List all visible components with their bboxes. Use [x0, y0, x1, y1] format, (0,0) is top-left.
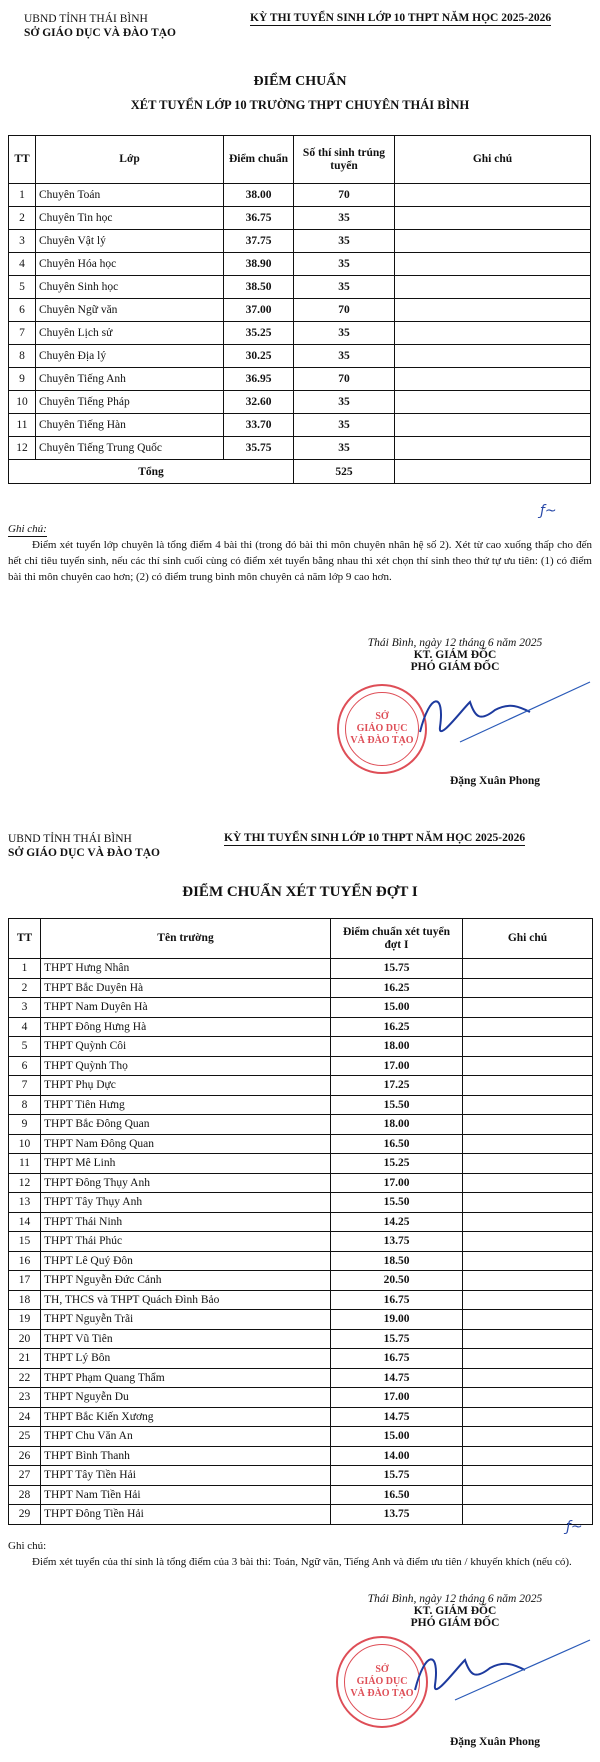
row-school-name: THPT Lê Quý Đôn [41, 1251, 331, 1271]
row-index: 4 [9, 253, 36, 276]
row-note [463, 1017, 593, 1037]
table-row [9, 299, 591, 322]
total-row [9, 460, 591, 484]
row-note [395, 253, 591, 276]
signer-name-2: Đặng Xuân Phong [449, 1736, 541, 1748]
row-index: 28 [9, 1485, 41, 1505]
row-note [395, 184, 591, 207]
row-count: 35 [294, 391, 395, 414]
col-header: Ghi chú [463, 919, 593, 959]
row-index: 11 [9, 1154, 41, 1174]
note-text: Điểm xét tuyển lớp chuyên là tổng điểm 4 bài thi (trong đó bài thi môn chuyên nhân hệ số 2). Xét từ cao xuống thấp cho đến hết chỉ tiêu tuyển sinh, nếu các thí sinh cuối cùng có điểm xét tuyển bằng nhau thì xét chọn thí sinh theo thứ tự ưu tiên: (1) có điểm bài thi môn chuyên cao hơn; (2) có điểm trung bình môn chuyên cả năm lớp 9 cao hơn. [8, 539, 592, 583]
row-class-name: Chuyên Tiếng Trung Quốc [36, 437, 224, 460]
row-note [395, 345, 591, 368]
total-note [395, 460, 591, 484]
header-left-line1: UBND TỈNH THÁI BÌNH [24, 13, 148, 25]
row-school-name: THPT Phụ Dực [41, 1076, 331, 1096]
sign-title2: PHÓ GIÁM ĐỐC [410, 1617, 500, 1629]
row-school-name: THPT Chu Văn An [41, 1427, 331, 1447]
row-score: 18.00 [331, 1037, 463, 1057]
note-label: Ghi chú: [8, 1540, 47, 1552]
row-index: 25 [9, 1427, 41, 1447]
table-row [9, 276, 591, 299]
row-index: 12 [9, 437, 36, 460]
row-count: 35 [294, 230, 395, 253]
row-school-name: THPT Phạm Quang Thẩm [41, 1368, 331, 1388]
table-row [9, 345, 591, 368]
table-row [9, 184, 591, 207]
row-index: 8 [9, 1095, 41, 1115]
row-index: 13 [9, 1193, 41, 1213]
row-count: 70 [294, 368, 395, 391]
table-row [9, 1271, 593, 1291]
row-index: 2 [9, 978, 41, 998]
row-index: 6 [9, 299, 36, 322]
row-index: 15 [9, 1232, 41, 1252]
table-row [9, 1037, 593, 1057]
exam-title: KỲ THI TUYỂN SINH LỚP 10 THPT NĂM HỌC 2025-2026 [224, 832, 526, 844]
table-row [9, 1115, 593, 1135]
row-score: 16.25 [331, 978, 463, 998]
stamp-line: VÀ ĐÀO TẠO [350, 735, 414, 746]
row-score: 16.75 [331, 1290, 463, 1310]
sign-title2: PHÓ GIÁM ĐỐC [410, 661, 500, 673]
table-row [9, 253, 591, 276]
row-score: 16.50 [331, 1485, 463, 1505]
row-index: 1 [9, 959, 41, 979]
row-school-name: THPT Bắc Đông Quan [41, 1115, 331, 1135]
row-score: 17.25 [331, 1076, 463, 1096]
row-index: 7 [9, 1076, 41, 1096]
table-row [9, 1310, 593, 1330]
row-index: 5 [9, 1037, 41, 1057]
row-school-name: THPT Nam Tiền Hải [41, 1485, 331, 1505]
total-value: 525 [294, 460, 395, 484]
row-score: 18.50 [331, 1251, 463, 1271]
page-subtitle-1: XÉT TUYỂN LỚP 10 TRƯỜNG THPT CHUYÊN THÁI BÌNH [130, 98, 470, 112]
row-score: 36.95 [224, 368, 294, 391]
table-row [9, 1212, 593, 1232]
table-row [9, 1349, 593, 1369]
row-class-name: Chuyên Tiếng Pháp [36, 391, 224, 414]
row-school-name: THPT Tiên Hưng [41, 1095, 331, 1115]
row-note [463, 1115, 593, 1135]
header-left-line2: SỞ GIÁO DỤC VÀ ĐÀO TẠO [24, 27, 176, 39]
row-index: 3 [9, 998, 41, 1018]
row-score: 15.00 [331, 1427, 463, 1447]
note-block-2 [8, 1538, 592, 1570]
row-school-name: THPT Nguyễn Đức Cảnh [41, 1271, 331, 1291]
row-index: 5 [9, 276, 36, 299]
row-index: 3 [9, 230, 36, 253]
sign-title1: KT. GIÁM ĐỐC [413, 649, 497, 661]
row-index: 10 [9, 1134, 41, 1154]
stamp-line: GIÁO DỤC [356, 723, 408, 734]
row-school-name: THPT Mê Linh [41, 1154, 331, 1174]
table-row [9, 1466, 593, 1486]
row-index: 17 [9, 1271, 41, 1291]
row-index: 14 [9, 1212, 41, 1232]
col-header: Điểm chuẩn xét tuyển đợt I [331, 919, 463, 959]
row-score: 16.50 [331, 1134, 463, 1154]
row-count: 35 [294, 322, 395, 345]
col-header: Tên trường [41, 919, 331, 959]
row-note [463, 1368, 593, 1388]
header-right-2 [224, 832, 525, 844]
row-class-name: Chuyên Địa lý [36, 345, 224, 368]
row-score: 13.75 [331, 1505, 463, 1525]
sign-date: Thái Bình, ngày 12 tháng 6 năm 2025 [367, 637, 543, 649]
table-row [9, 1056, 593, 1076]
initial-mark-icon: ƒ~ [540, 503, 557, 519]
table-row [9, 1154, 593, 1174]
sign-title1: KT. GIÁM ĐỐC [413, 1605, 497, 1617]
row-score: 17.00 [331, 1056, 463, 1076]
table-row [9, 1290, 593, 1310]
row-index: 24 [9, 1407, 41, 1427]
table-row [9, 959, 593, 979]
header-left-2 [8, 832, 160, 860]
table-dot-1 [8, 918, 593, 1525]
exam-title: KỲ THI TUYỂN SINH LỚP 10 THPT NĂM HỌC 2025-2026 [250, 12, 552, 24]
table-row [9, 1407, 593, 1427]
page-title-2: ĐIỂM CHUẨN XÉT TUYỂN ĐỢT I [182, 884, 418, 900]
row-school-name: THPT Đông Thụy Anh [41, 1173, 331, 1193]
row-score: 38.00 [224, 184, 294, 207]
row-note [463, 1271, 593, 1291]
row-note [463, 1485, 593, 1505]
row-note [463, 1056, 593, 1076]
row-score: 16.25 [331, 1017, 463, 1037]
row-class-name: Chuyên Ngữ văn [36, 299, 224, 322]
row-score: 32.60 [224, 391, 294, 414]
page-title-1: ĐIỂM CHUẨN [253, 74, 347, 89]
stamp-line: VÀ ĐÀO TẠO [350, 1688, 414, 1699]
header-left-1 [24, 12, 176, 40]
row-score: 14.25 [331, 1212, 463, 1232]
table-row [9, 1193, 593, 1213]
row-note [395, 207, 591, 230]
row-index: 2 [9, 207, 36, 230]
row-note [463, 1290, 593, 1310]
row-class-name: Chuyên Hóa học [36, 253, 224, 276]
row-index: 9 [9, 1115, 41, 1135]
row-score: 15.75 [331, 1329, 463, 1349]
stamp-line: GIÁO DỤC [356, 1676, 408, 1687]
row-class-name: Chuyên Tiếng Anh [36, 368, 224, 391]
row-note [463, 1134, 593, 1154]
row-score: 30.25 [224, 345, 294, 368]
row-note [463, 1154, 593, 1174]
table-row [9, 998, 593, 1018]
note-text: Điểm xét tuyển của thí sinh là tổng điểm của 3 bài thi: Toán, Ngữ văn, Tiếng Anh và điểm ưu tiên / khuyến khích (nếu có). [32, 1556, 572, 1568]
row-school-name: THPT Đông Tiền Hải [41, 1505, 331, 1525]
row-count: 35 [294, 253, 395, 276]
table-row [9, 1368, 593, 1388]
row-class-name: Chuyên Toán [36, 184, 224, 207]
row-count: 35 [294, 276, 395, 299]
row-school-name: THPT Quỳnh Côi [41, 1037, 331, 1057]
row-note [463, 1329, 593, 1349]
table-row [9, 978, 593, 998]
row-score: 38.50 [224, 276, 294, 299]
row-score: 15.75 [331, 959, 463, 979]
table-row [9, 1505, 593, 1525]
row-school-name: THPT Bình Thanh [41, 1446, 331, 1466]
row-school-name: THPT Nguyễn Trãi [41, 1310, 331, 1330]
row-note [463, 1193, 593, 1213]
row-school-name: THPT Đông Hưng Hà [41, 1017, 331, 1037]
row-note [463, 1173, 593, 1193]
row-index: 26 [9, 1446, 41, 1466]
row-note [463, 1310, 593, 1330]
row-index: 16 [9, 1251, 41, 1271]
row-index: 27 [9, 1466, 41, 1486]
row-note [463, 1427, 593, 1447]
row-count: 70 [294, 184, 395, 207]
row-note [395, 322, 591, 345]
table-row [9, 1329, 593, 1349]
row-index: 23 [9, 1388, 41, 1408]
header-left-line2: SỞ GIÁO DỤC VÀ ĐÀO TẠO [8, 847, 160, 859]
col-header: Điểm chuẩn [224, 136, 294, 184]
row-index: 9 [9, 368, 36, 391]
table-row [9, 1076, 593, 1096]
row-score: 35.75 [224, 437, 294, 460]
table-row [9, 322, 591, 345]
row-school-name: TH, THCS và THPT Quách Đình Bảo [41, 1290, 331, 1310]
table-row [9, 1427, 593, 1447]
signer-name-1: Đặng Xuân Phong [449, 775, 541, 787]
row-score: 35.25 [224, 322, 294, 345]
row-index: 20 [9, 1329, 41, 1349]
col-header: Lớp [36, 136, 224, 184]
table-row [9, 1251, 593, 1271]
row-score: 13.75 [331, 1232, 463, 1252]
row-class-name: Chuyên Tin học [36, 207, 224, 230]
row-score: 37.75 [224, 230, 294, 253]
row-index: 10 [9, 391, 36, 414]
row-count: 70 [294, 299, 395, 322]
table-row [9, 1095, 593, 1115]
signature-block-1 [330, 637, 580, 673]
table-row [9, 391, 591, 414]
row-note [395, 230, 591, 253]
row-index: 18 [9, 1290, 41, 1310]
row-note [463, 1407, 593, 1427]
row-note [395, 299, 591, 322]
row-note [463, 959, 593, 979]
row-score: 17.00 [331, 1388, 463, 1408]
row-score: 15.75 [331, 1466, 463, 1486]
row-score: 15.25 [331, 1154, 463, 1174]
row-count: 35 [294, 437, 395, 460]
total-label: Tổng [9, 460, 294, 484]
stamp-line: SỞ [375, 1664, 389, 1675]
row-note [463, 1446, 593, 1466]
col-header: Số thí sinh trúng tuyển [294, 136, 395, 184]
note-label-text: Ghi chú: [8, 523, 47, 535]
row-index: 29 [9, 1505, 41, 1525]
row-note [463, 1095, 593, 1115]
row-class-name: Chuyên Vật lý [36, 230, 224, 253]
row-index: 21 [9, 1349, 41, 1369]
table-row [9, 1232, 593, 1252]
row-score: 33.70 [224, 414, 294, 437]
row-score: 14.00 [331, 1446, 463, 1466]
row-school-name: THPT Lý Bôn [41, 1349, 331, 1369]
table-chuyen [8, 135, 591, 484]
row-score: 38.90 [224, 253, 294, 276]
row-note [463, 1388, 593, 1408]
row-note [463, 978, 593, 998]
row-school-name: THPT Bắc Kiến Xương [41, 1407, 331, 1427]
sign-date: Thái Bình, ngày 12 tháng 6 năm 2025 [367, 1593, 543, 1605]
row-index: 11 [9, 414, 36, 437]
table-row [9, 1134, 593, 1154]
row-class-name: Chuyên Tiếng Hàn [36, 414, 224, 437]
row-note [463, 1212, 593, 1232]
row-score: 15.50 [331, 1095, 463, 1115]
col-header: TT [9, 136, 36, 184]
row-note [395, 391, 591, 414]
row-score: 14.75 [331, 1368, 463, 1388]
row-note [395, 414, 591, 437]
row-school-name: THPT Nam Đông Quan [41, 1134, 331, 1154]
row-note [463, 1037, 593, 1057]
row-school-name: THPT Hưng Nhân [41, 959, 331, 979]
table-header-row [9, 919, 593, 959]
table-row [9, 1173, 593, 1193]
table-row [9, 1446, 593, 1466]
signature-icon [395, 1628, 595, 1718]
header-left-line1: UBND TỈNH THÁI BÌNH [8, 833, 132, 845]
row-note [463, 998, 593, 1018]
row-school-name: THPT Tây Thụy Anh [41, 1193, 331, 1213]
header-right-1 [250, 12, 551, 24]
row-class-name: Chuyên Sinh học [36, 276, 224, 299]
row-score: 14.75 [331, 1407, 463, 1427]
initial-mark-icon: ƒ~ [566, 1519, 583, 1535]
row-index: 6 [9, 1056, 41, 1076]
col-header: Ghi chú [395, 136, 591, 184]
row-index: 7 [9, 322, 36, 345]
row-note [463, 1076, 593, 1096]
row-score: 16.75 [331, 1349, 463, 1369]
row-score: 20.50 [331, 1271, 463, 1291]
table-row [9, 1485, 593, 1505]
row-count: 35 [294, 207, 395, 230]
table-row [9, 230, 591, 253]
row-score: 19.00 [331, 1310, 463, 1330]
row-note [395, 276, 591, 299]
row-index: 12 [9, 1173, 41, 1193]
row-school-name: THPT Bắc Duyên Hà [41, 978, 331, 998]
table-row [9, 414, 591, 437]
note-label [8, 521, 592, 537]
row-note [463, 1466, 593, 1486]
row-school-name: THPT Thái Phúc [41, 1232, 331, 1252]
row-count: 35 [294, 414, 395, 437]
table-row [9, 207, 591, 230]
row-note [395, 437, 591, 460]
row-score: 18.00 [331, 1115, 463, 1135]
row-score: 15.50 [331, 1193, 463, 1213]
row-school-name: THPT Vũ Tiên [41, 1329, 331, 1349]
row-note [395, 368, 591, 391]
row-class-name: Chuyên Lịch sử [36, 322, 224, 345]
row-note [463, 1232, 593, 1252]
signature-block-2 [330, 1593, 580, 1629]
signature-icon [400, 672, 595, 762]
row-school-name: THPT Quỳnh Thọ [41, 1056, 331, 1076]
table-row [9, 1017, 593, 1037]
table-row [9, 1388, 593, 1408]
row-score: 15.00 [331, 998, 463, 1018]
row-count: 35 [294, 345, 395, 368]
row-index: 1 [9, 184, 36, 207]
note-block-1 [8, 521, 592, 585]
row-school-name: THPT Nguyễn Du [41, 1388, 331, 1408]
row-school-name: THPT Tây Tiền Hải [41, 1466, 331, 1486]
stamp-line: SỞ [375, 711, 389, 722]
row-school-name: THPT Nam Duyên Hà [41, 998, 331, 1018]
row-note [463, 1251, 593, 1271]
col-header: TT [9, 919, 41, 959]
row-index: 22 [9, 1368, 41, 1388]
table-row [9, 368, 591, 391]
row-index: 8 [9, 345, 36, 368]
table-row [9, 437, 591, 460]
row-index: 4 [9, 1017, 41, 1037]
row-score: 36.75 [224, 207, 294, 230]
row-school-name: THPT Thái Ninh [41, 1212, 331, 1232]
row-index: 19 [9, 1310, 41, 1330]
table-header-row [9, 136, 591, 184]
row-note [463, 1349, 593, 1369]
row-score: 17.00 [331, 1173, 463, 1193]
row-score: 37.00 [224, 299, 294, 322]
